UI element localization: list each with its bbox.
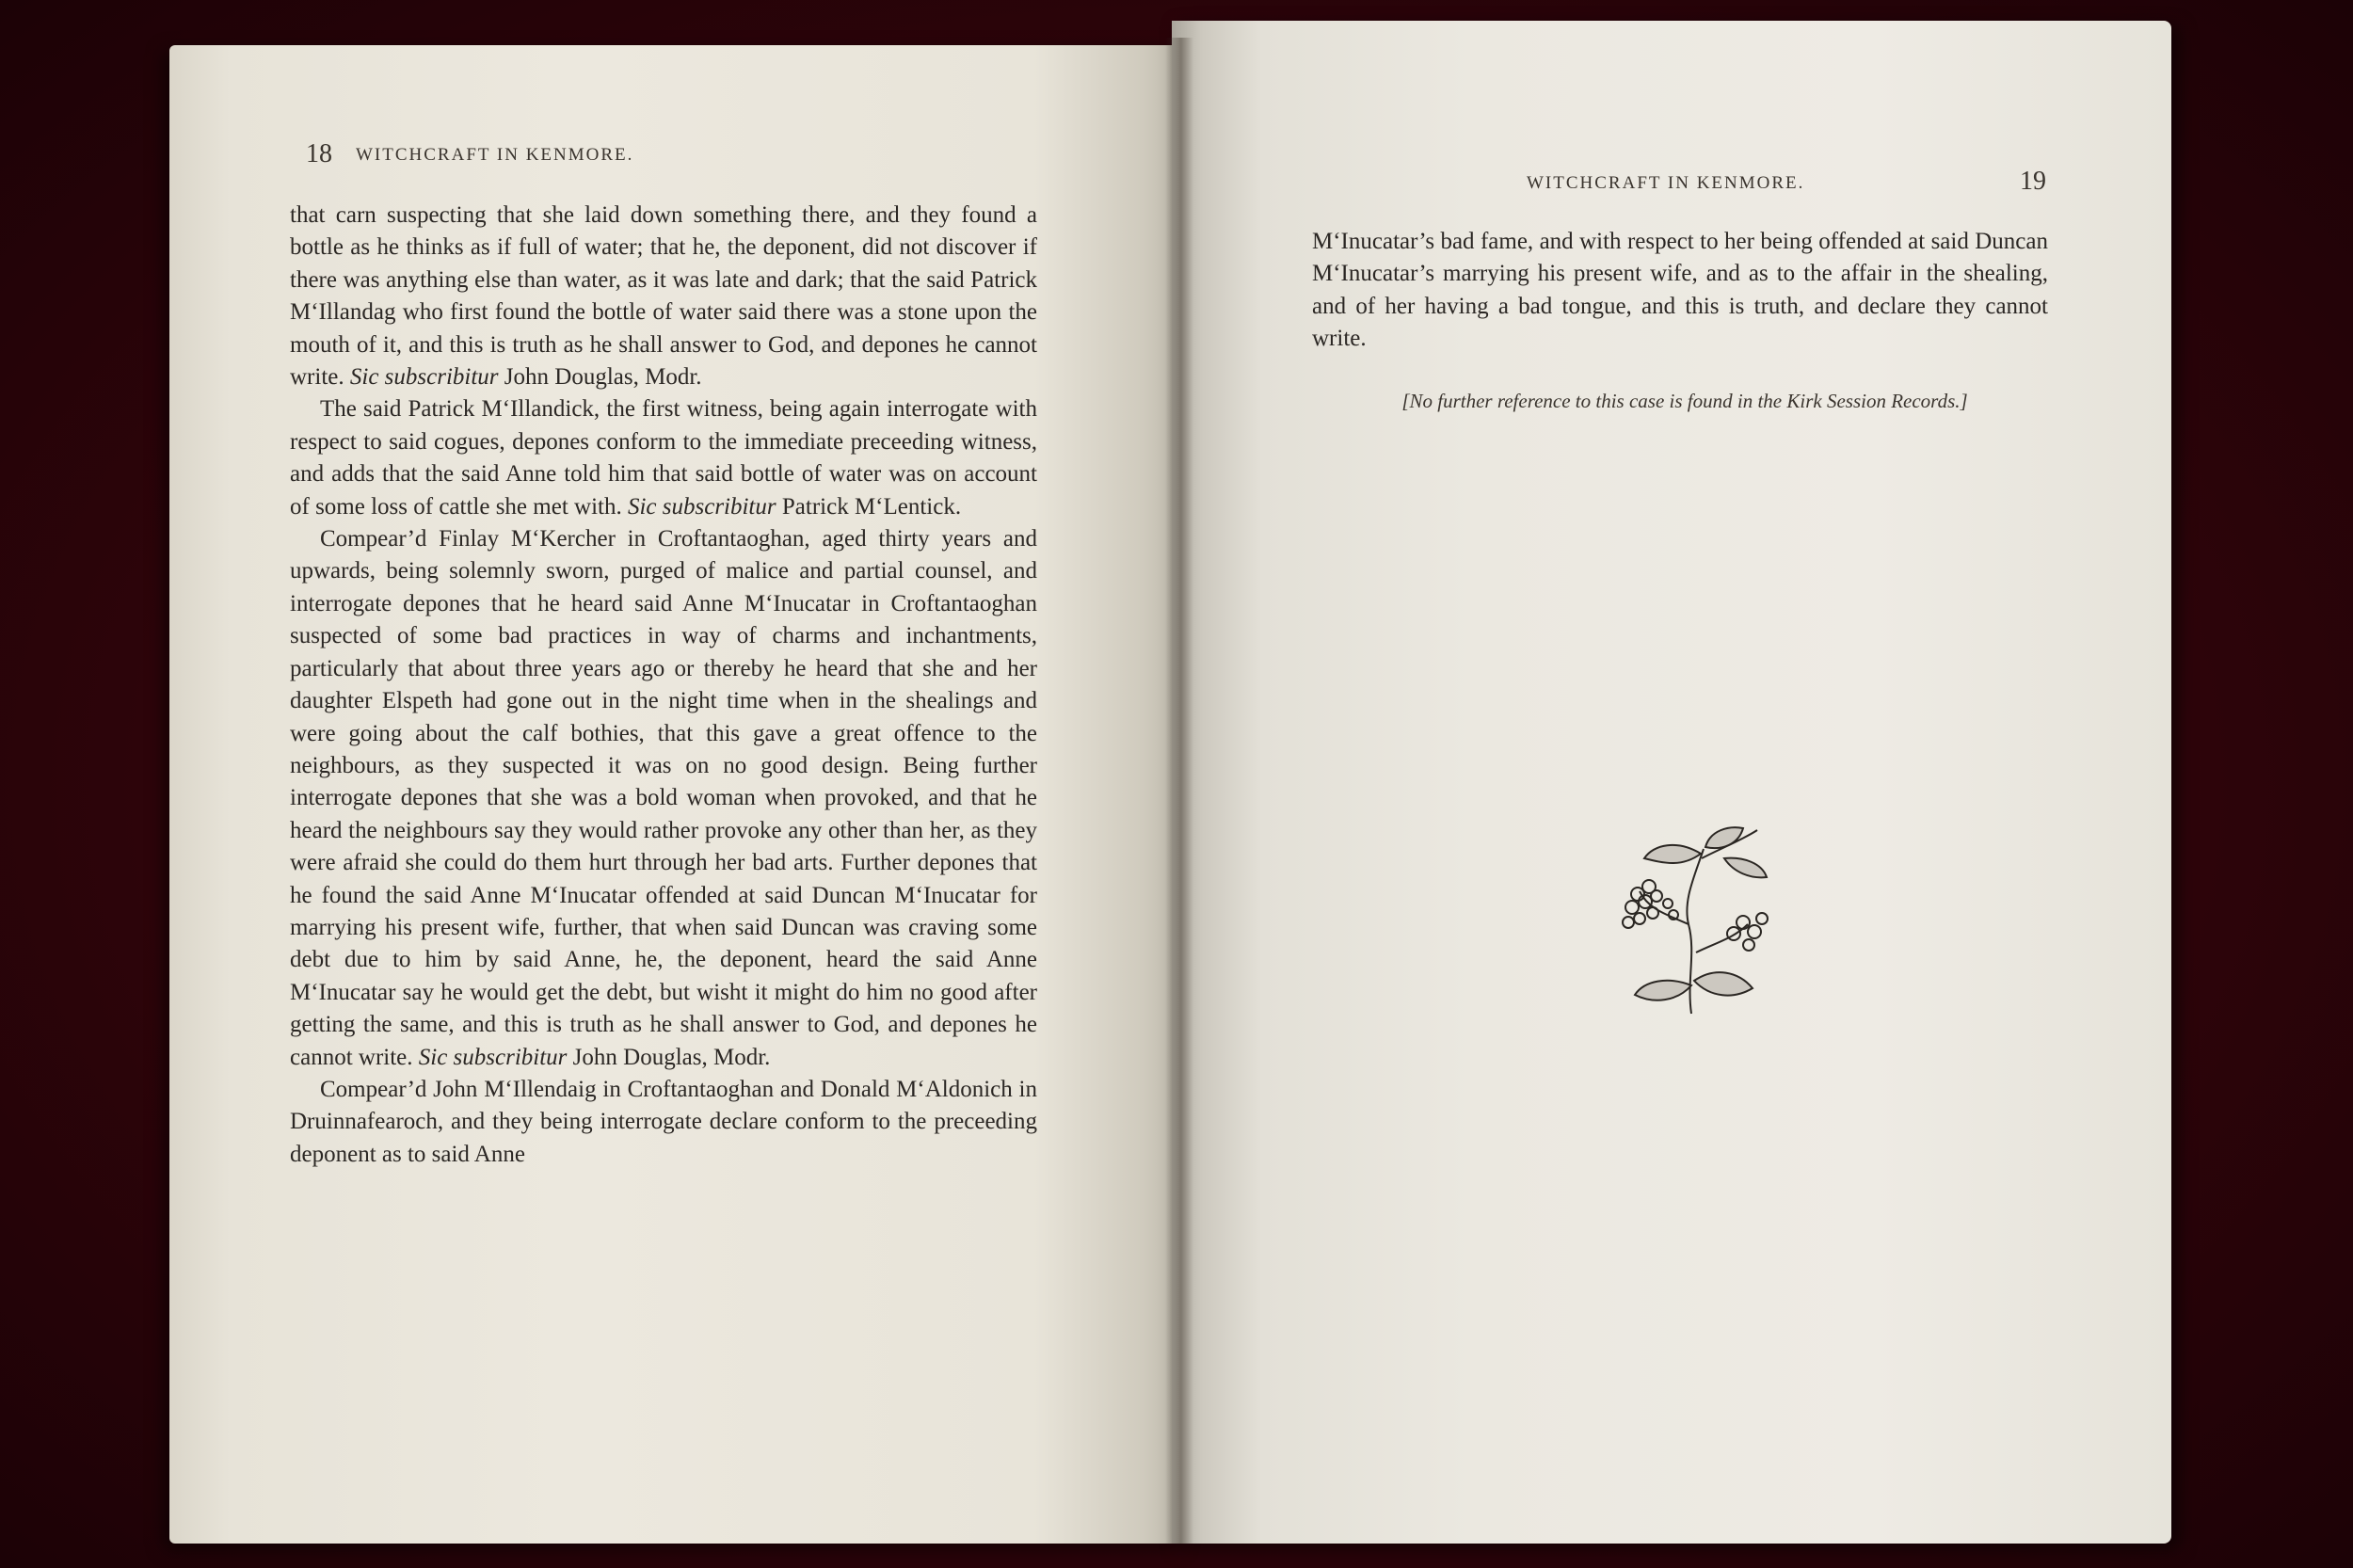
text-run: Compear’d Finlay M‘Kercher in Croftantaoghan, aged thirty years and upwards, being solemnly sworn, purged of malice and partial counsel, and interrogate depones that he heard said Anne M‘Inucatar in Croftantaoghan suspected of some bad practices in way of charms and inchantments, particularly that about three years ago or thereby he heard that she and her daughter Elspeth had gone out in the night time when in the shealings and were going about the calf bothies, that this gave a great offence to the neighbours, as they suspected it was on no good design. Being further interrogate depones that she was a bold woman when provoked, and that he heard the neighbours say they would rather provoke any other than her, as they were afraid she could do them hurt through her bad arts. Further depones that he found the said Anne M‘Inucatar offended at said Duncan M‘Inucatar for marrying his present wife, further, that when said Duncan was craving some debt due to him by said Anne, he, the deponent, heard the said Anne M‘Inucatar say he would get the debt, but wisht it might do him no good after getting the same, and this is truth as he shall answer to God, and depones he cannot write.: [290, 526, 1037, 1070]
paragraph: [290, 1074, 1037, 1171]
text-run: that carn suspecting that she laid down something there, and they found a bottle as he thinks as if full of water; that he, the deponent, did not discover if there was anything else than water, as it was late and dark; that the said Patrick M‘Illandag who first found the bottle of water said there was a stone upon the mouth of it, and this is truth as he shall answer to God, and depones he cannot write.: [290, 202, 1037, 391]
text-run: The said Patrick M‘Illandick, the first witness, being again interrogate with respect to said cogues, depones conform to the immediate preceeding witness, and adds that the said Anne told him that said bottle of water was on account of some loss of cattle she met with.: [290, 396, 1037, 520]
right-page-number: 19: [2020, 167, 2046, 196]
paragraph: [1312, 226, 2048, 356]
italic-text: Sic subscribitur: [627, 493, 776, 520]
paragraph: [290, 200, 1037, 393]
floral-vine-icon: [1611, 821, 1771, 1018]
right-running-head: WITCHCRAFT IN KENMORE.: [1527, 173, 1805, 193]
paragraph: [290, 523, 1037, 1074]
italic-text: Sic subscribitur: [418, 1044, 568, 1070]
paragraph: [290, 393, 1037, 523]
text-run: Patrick M‘Lentick.: [776, 493, 962, 520]
text-run: M‘Inucatar’s bad fame, and with respect to her being offended at said Duncan M‘Inucatar’s marrying his present wife, and as to the affair in the shealing, and of her having a bad tongue, and this is truth, and declare they cannot write.: [1312, 229, 2048, 352]
text-run: John Douglas, Modr.: [498, 364, 702, 391]
italic-text: Sic subscribitur: [349, 364, 499, 391]
left-running-head: WITCHCRAFT IN KENMORE.: [356, 145, 634, 165]
text-run: John Douglas, Modr.: [567, 1044, 771, 1070]
closing-note: [No further reference to this case is found in the Kirk Session Records.]: [1401, 390, 1968, 412]
book-gutter: [1165, 38, 1193, 1544]
left-page-number: 18: [306, 139, 332, 168]
left-page-body: [290, 200, 1037, 1171]
text-run: Compear’d John M‘Illendaig in Croftantaoghan and Donald M‘Aldonich in Druinnafearoch, and they being interrogate declare conform to the preceeding deponent as to said Anne: [290, 1076, 1037, 1167]
right-page-body: [1312, 226, 2048, 356]
